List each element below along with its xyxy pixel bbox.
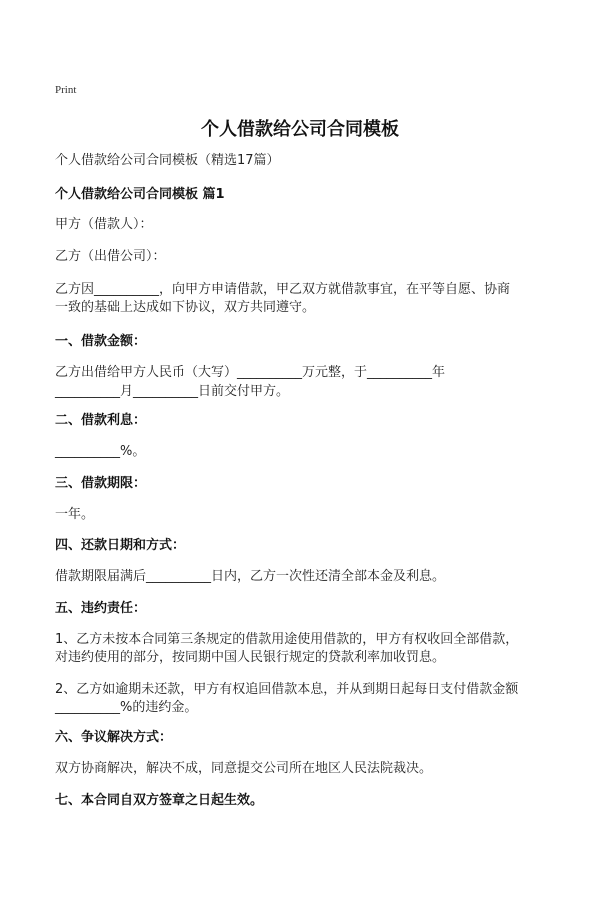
- section-5-para-1-line-1: 1、乙方未按本合同第三条规定的借款用途使用借款的，甲方有权收回全部借款，: [55, 632, 519, 647]
- section-2-heading: 二、借款利息：: [55, 413, 147, 428]
- section-5-heading: 五、违约责任：: [55, 601, 147, 616]
- intro-line-1: 乙方因__________，向甲方申请借款，甲乙双方就借款事宜，在平等自愿、协商: [55, 282, 511, 297]
- document-subtitle: 个人借款给公司合同模板（精选17篇）: [55, 153, 280, 168]
- chapter-heading: 个人借款给公司合同模板 篇1: [55, 187, 225, 202]
- section-4-line-1: 借款期限届满后__________日内，乙方一次性还清全部本金及利息。: [55, 569, 446, 584]
- section-1-heading: 一、借款金额：: [55, 334, 147, 349]
- party-a-line: 甲方（借款人）：: [55, 217, 153, 232]
- section-5-para-2-line-2: __________%的违约金。: [55, 700, 198, 715]
- party-b-line: 乙方（出借公司）：: [55, 249, 166, 264]
- section-2-line-1: __________%。: [55, 444, 146, 459]
- print-link[interactable]: Print: [55, 84, 77, 96]
- section-6-line-1: 双方协商解决，解决不成，同意提交公司所在地区人民法院裁决。: [55, 761, 433, 776]
- section-4-heading: 四、还款日期和方式：: [55, 538, 186, 553]
- intro-line-2: 一致的基础上达成如下协议，双方共同遵守。: [55, 300, 316, 315]
- section-5-para-1-line-2: 对违约使用的部分，按同期中国人民银行规定的贷款利率加收罚息。: [55, 650, 446, 665]
- section-6-heading: 六、争议解决方式：: [55, 730, 173, 745]
- document-title: 个人借款给公司合同模板: [201, 119, 399, 140]
- section-1-line-1: 乙方出借给甲方人民币（大写）__________万元整，于__________年: [55, 365, 446, 380]
- section-1-line-2: __________月__________日前交付甲方。: [55, 384, 290, 399]
- section-7-heading: 七、本合同自双方签章之日起生效。: [55, 793, 264, 808]
- section-3-heading: 三、借款期限：: [55, 476, 147, 491]
- section-3-line-1: 一年。: [55, 507, 95, 522]
- section-5-para-2-line-1: 2、乙方如逾期未还款，甲方有权追回借款本息，并从到期日起每日支付借款金额: [55, 682, 519, 697]
